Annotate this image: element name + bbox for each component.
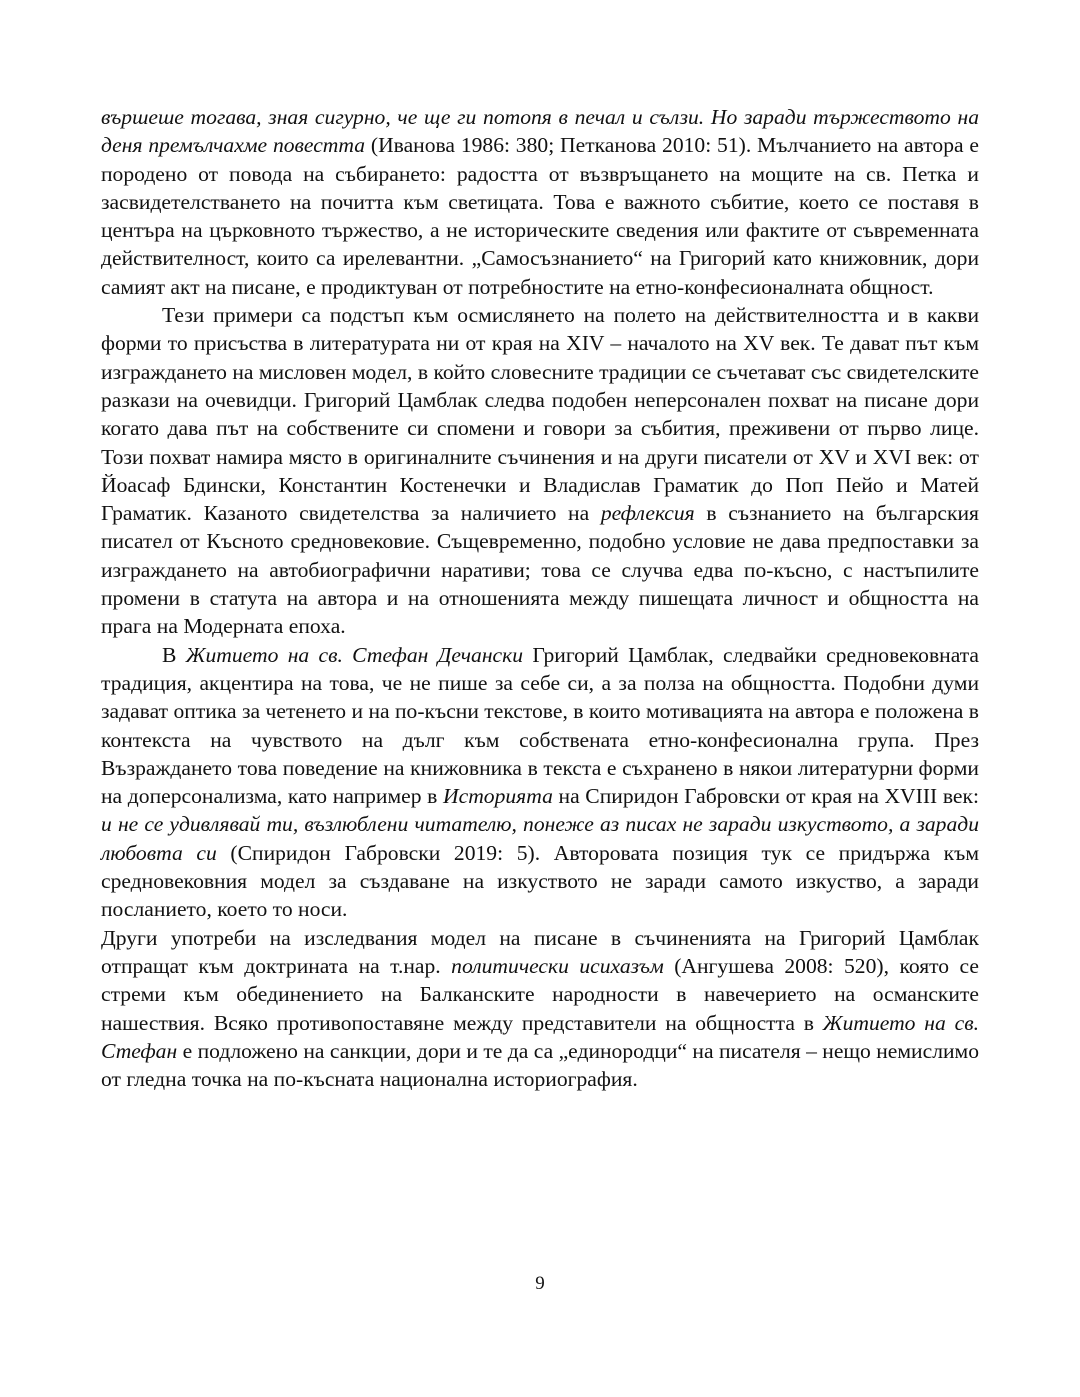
page-number: 9: [535, 1273, 545, 1294]
work-title: Житието на св. Стефан Дечански: [185, 642, 524, 667]
paragraph-text: (Иванова 1986: 380; Петканова 2010: 51). Мълчанието на автора е породено от повода на събирането: радостта от възвръщането на мощите на св. Петка и засвидетелстването на почитта към светицата. Това е важното събитие, което се поставя в центъра на църковното тържество, а не историческите сведения или фактите от съвременната действителност, които са ирелевантни. „Самосъзнанието“ на Григорий като книжовник, дори самият акт на писане, е продиктуван от потребностите на етно-конфесионалната общност.: [101, 133, 979, 299]
paragraph-3: [101, 641, 979, 924]
quote-text: вършеше тогава, зная сигурно, че ще ги потопя в печал и сълзи. Но заради тържеството на деня премълчахме повестта: [101, 105, 979, 158]
emphasis-term: политически исихазъм: [451, 953, 664, 978]
document-body: [101, 103, 979, 1093]
quote-text: и не се удивлявай ти, възлюблени читателю, понеже аз писах не заради изкуството, а заради любовта си: [101, 812, 979, 865]
work-title: Историята: [443, 784, 553, 809]
paragraph-text: е подложено на санкции, дори и те да са „единородци“ на писателя – нещо немислимо от гледна точка на по-късната национална историография.: [101, 1038, 979, 1092]
paragraph-text: В: [162, 642, 186, 667]
work-title: Житието на св. Стефан: [101, 1010, 980, 1063]
emphasis-term: рефлексия: [600, 501, 695, 526]
paragraph-text: Григорий Цамблак, следвайки средновековната традиция, акцентира на това, че не пише за себе си, а за полза на общността. Подобни думи задават оптика за четенето и на по-късни текстове, в които мотивацията на автора е положена в контекста на чувството на дълг към собствената етно-конфесионална група. През Възраждането това поведение на книжовника в текста е съхранено в някои литературни форми на доперсонализма, като например в: [101, 642, 979, 809]
paragraph-text: Тези примери са подстъп към осмислянето на полето на действителността и в какви форми то присъства в литературата ни от края на XIV – началото на XV век. Те дават път към изграждането на мисловен модел, в който словесните традиции се съчетават със свидетелските разкази на очевидци. Григорий Цамблак следва подобен неперсонален похват на писане дори когато дава път на собствените си спомени и говори за събития, преживени от първо лице. Този похват намира място в оригиналните съчинения и на други писатели от XV и XVI век: от Йоасаф Бдински, Константин Костенечки и Владислав Граматик до Поп Пейо и Матей Граматик. Казаното свидетелства за наличието на: [101, 303, 979, 526]
paragraph-text: в съзнанието на българския писател от Късното средновековие. Същевременно, подобно условие не дава предпоставки за изграждането на автобиографични наративи; това се случва едва по-късно, с настъпилите промени в статута на автора и на отношенията между пишещата личност и общността на прага на Модерната епоха.: [101, 501, 979, 639]
paragraph-text: (Ангушева 2008: 520), която се стреми към обединението на Балканските народности в навечерието на османските нашествия. Всяко противопоставяне между представители на общността в: [101, 953, 979, 1035]
paragraph-text: Други употреби на изследвания модел на писане в съчиненията на Григорий Цамблак отпращат към доктрината на т.нар.: [101, 925, 979, 978]
paragraph-text: (Спиридон Габровски 2019: 5). Авторовата позиция тук се придържа към средновековния модел за създаване на изкуството не заради самото изкуство, а заради посланието, което то носи.: [101, 840, 979, 922]
paragraph-text: на Спиридон Габровски от края на XVIII век:: [552, 784, 980, 809]
paragraph-1: [101, 103, 979, 301]
paragraph-2: [101, 301, 979, 641]
paragraph-4: [101, 924, 979, 1094]
